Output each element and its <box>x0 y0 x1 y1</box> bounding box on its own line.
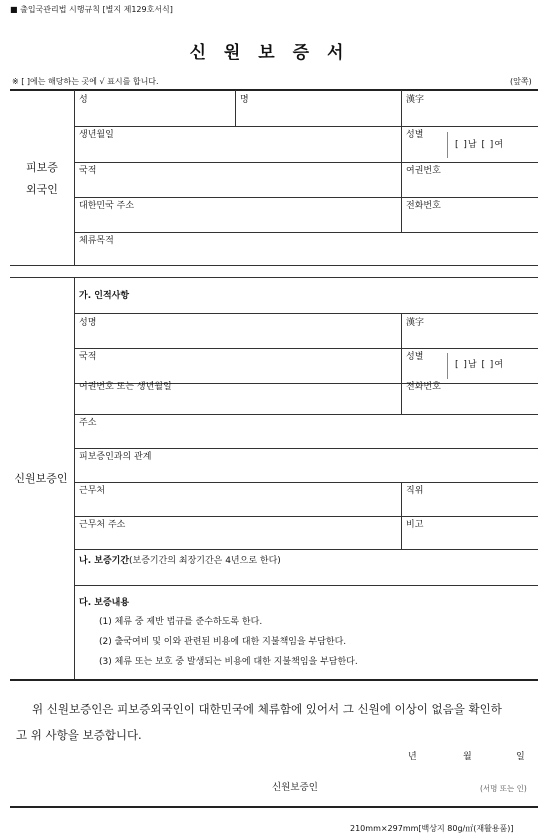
section-separator <box>10 265 538 266</box>
guarantee-item-2: (2) 출국여비 및 이와 관련된 비용에 대한 지불책임을 부담한다. <box>99 637 347 647</box>
declaration-bottom-border <box>10 806 538 808</box>
table-bottom-border <box>10 679 538 681</box>
workplace-label: 근무처 <box>79 486 106 496</box>
row-line <box>74 448 538 449</box>
cell-divider <box>401 162 402 197</box>
row-line <box>74 232 538 233</box>
sex-checkbox[interactable]: [ ]남 [ ]여 <box>455 140 505 150</box>
cell-divider <box>401 383 402 414</box>
hanja-label: 漢字 <box>406 95 425 105</box>
row-line <box>74 482 538 483</box>
sex-label: 성별 <box>406 130 424 140</box>
cell-divider <box>401 516 402 549</box>
guarantor-name-label: 성명 <box>79 318 97 328</box>
surname-label: 성 <box>79 95 88 105</box>
cell-divider <box>401 348 402 383</box>
section2-side-label: 신원보증인 <box>14 472 68 485</box>
row-line <box>74 313 538 314</box>
instruction-note: ※ [ ]에는 해당하는 곳에 √ 표시를 합니다. <box>12 77 159 86</box>
date-day-label: 일 <box>516 752 525 762</box>
guarantor-phone-label: 전화번호 <box>406 382 441 392</box>
nationality-label: 국적 <box>79 166 97 176</box>
guarantor-address-label: 주소 <box>79 418 97 428</box>
relation-label: 피보증인과의 관계 <box>79 452 152 462</box>
position-label: 직위 <box>406 486 424 496</box>
purpose-label: 체류목적 <box>79 236 114 246</box>
guarantor-hanja-label: 漢字 <box>406 318 425 328</box>
row-line <box>74 414 538 415</box>
guarantor-sex-label: 성별 <box>406 352 424 362</box>
remarks-label: 비고 <box>406 520 424 530</box>
cell-divider <box>401 313 402 348</box>
phone-label: 전화번호 <box>406 201 441 211</box>
document-title: 신 원 보 증 서 <box>189 43 350 63</box>
cell-divider <box>401 126 402 162</box>
signature-note: (서명 또는 인) <box>480 784 527 793</box>
row-line <box>74 585 538 586</box>
cell-divider <box>401 90 402 126</box>
section-c-heading: 다. 보증내용 <box>79 598 130 608</box>
row-line <box>74 162 538 163</box>
declaration-line-1: 위 신원보증인은 피보증외국인이 대한민국에 체류함에 있어서 그 신원에 이상이 없음을 확인하 <box>32 702 502 716</box>
guarantor-sex-checkbox[interactable]: [ ]남 [ ]여 <box>455 360 505 370</box>
birth-label: 생년월일 <box>79 130 114 140</box>
korea-address-label: 대한민국 주소 <box>79 201 135 211</box>
passport-or-birth-label: 여권번호 또는 생년월일 <box>79 382 172 392</box>
given-name-label: 명 <box>240 95 249 105</box>
guarantee-item-3: (3) 체류 또는 보호 중 발생되는 비용에 대한 지불책임을 부담한다. <box>99 657 358 667</box>
passport-label: 여권번호 <box>406 166 441 176</box>
row-line <box>74 549 538 550</box>
law-reference: ■ 출입국관리법 시행규칙 [별지 제129호서식] <box>10 5 173 14</box>
date-year-label: 년 <box>408 752 417 762</box>
row-line <box>74 126 538 127</box>
declaration-line-2: 고 위 사항을 보증합니다. <box>16 728 142 742</box>
cell-divider <box>447 132 448 158</box>
signer-label: 신원보증인 <box>272 782 318 793</box>
page-side-label: (앞쪽) <box>510 77 532 86</box>
section-b-heading: 나. 보증기간(보증기간의 최장기간은 4년으로 한다) <box>79 556 281 566</box>
section-separator <box>10 277 538 278</box>
row-line <box>74 516 538 517</box>
paper-spec: 210mm×297mm[백상지 80g/㎡(재활용품)] <box>350 824 514 833</box>
table-top-border <box>10 89 538 91</box>
guarantee-item-1: (1) 체류 중 제반 법규를 준수하도록 한다. <box>99 617 263 627</box>
section1-divider <box>74 90 75 265</box>
workplace-address-label: 근무처 주소 <box>79 520 126 530</box>
cell-divider <box>447 353 448 379</box>
guarantor-nationality-label: 국적 <box>79 352 97 362</box>
section-a-heading: 가. 인적사항 <box>79 291 130 301</box>
cell-divider <box>235 90 236 126</box>
row-line <box>74 197 538 198</box>
section1-side-label: 피보증 외국인 <box>26 161 58 196</box>
section2-divider <box>74 277 75 679</box>
cell-divider <box>401 482 402 516</box>
row-line <box>74 348 538 349</box>
cell-divider <box>401 197 402 232</box>
date-month-label: 월 <box>463 752 472 762</box>
